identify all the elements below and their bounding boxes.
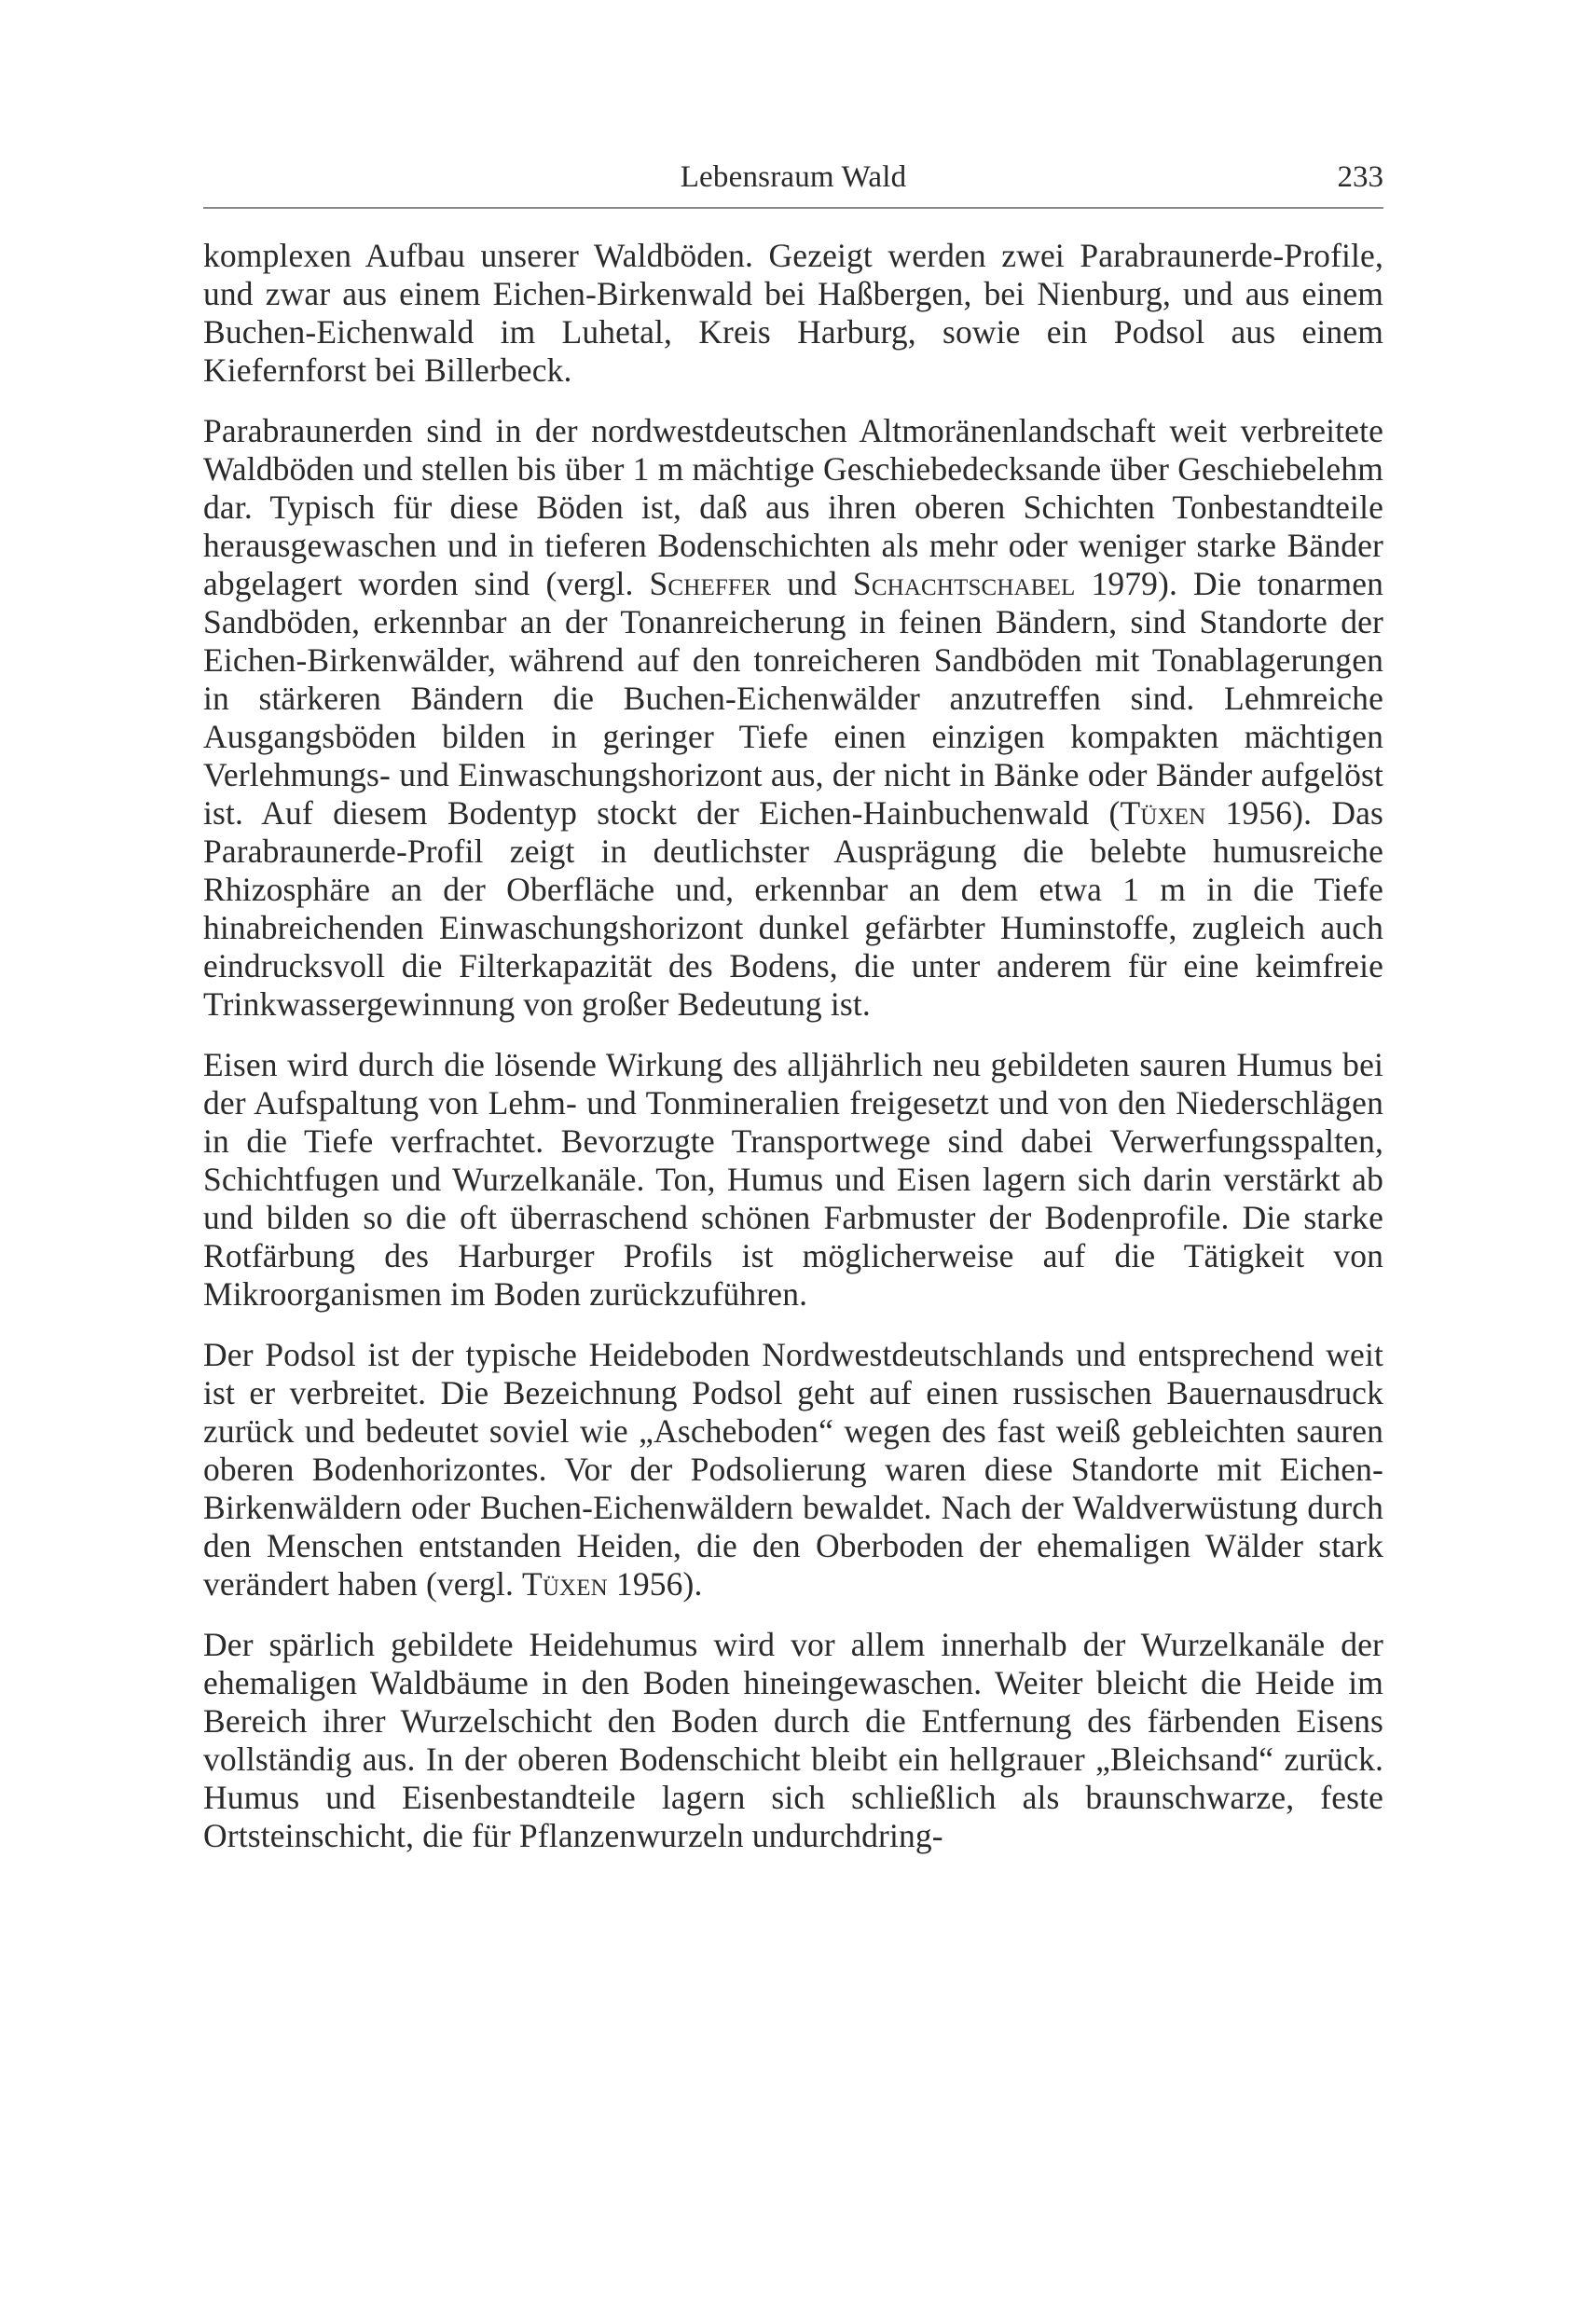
running-title: Lebensraum Wald xyxy=(680,160,907,194)
text-segment: Parabraunerden sind in der nordwestdeutschen Altmoränenlandschaft weit verbreitete Waldböden und stellen bis über 1 m mächtige Geschiebedecksande über Geschiebelehm dar. Typisch für diese Böden ist, daß aus ihren oberen Schichten Tonbestandteile herausgewaschen und in tieferen Bodenschichten als mehr oder weniger starke Bänder abgelagert worden sind (vergl. xyxy=(203,412,1383,602)
body-text xyxy=(203,237,1383,1878)
paragraph xyxy=(203,1336,1383,1603)
author-citation: Scheffer xyxy=(649,565,772,602)
author-citation: Tüxen xyxy=(1120,794,1206,832)
page-number: 233 xyxy=(1337,160,1383,194)
running-head xyxy=(203,157,1383,198)
text-segment: 1979). Die tonarmen Sandböden, erkennbar an der Tonanreicherung in feinen Bändern, sind Standorte der Eichen-Birkenwälder, während auf den tonreicheren Sandböden mit Tonablagerungen in stärkeren Bändern die Buchen-Eichenwälder anzutreffen sind. Lehmreiche Ausgangsböden bilden in geringer Tiefe einen einzigen kompakten mächtigen Verlehmungs- und Einwaschungshorizont aus, der nicht in Bänke oder Bänder aufgelöst ist. Auf diesem Bodentyp stockt der Eichen-Hainbuchenwald ( xyxy=(203,565,1384,832)
text-segment: 1956). Das Parabraunerde-Profil zeigt in deutlichster Ausprägung die belebte humusreiche Rhizosphäre an der Oberfläche und, erkennbar an dem etwa 1 m in die Tiefe hinabreichenden Einwaschungshorizont dunkel gefärbter Huminstoffe, zugleich auch eindrucksvoll die Filterkapazität des Bodens, die unter anderem für eine keimfreie Trinkwassergewinnung von großer Bedeutung ist. xyxy=(203,794,1383,1023)
text-segment: und xyxy=(771,565,853,602)
paragraph xyxy=(203,1626,1383,1855)
text-segment: Eisen wird durch die lösende Wirkung des alljährlich neu gebildeten sauren Humus bei der Aufspaltung von Lehm- und Tonmineralien freigesetzt und von den Niederschlägen in die Tiefe verfrachtet. Bevorzugte Transportwege sind dabei Verwerfungsspalten, Schichtfugen und Wurzelkanäle. Ton, Humus und Eisen lagern sich darin verstärkt ab und bilden so die oft überraschend schönen Farbmuster der Bodenprofile. Die starke Rotfärbung des Harburger Profils ist möglicherweise auf die Tätigkeit von Mikroorganismen im Boden zurückzuführen. xyxy=(203,1046,1383,1313)
header-rule xyxy=(203,207,1383,209)
text-segment: 1956). xyxy=(607,1565,703,1603)
paragraph xyxy=(203,237,1383,390)
text-segment: Der Podsol ist der typische Heideboden Nordwestdeutschlands und entsprechend weit ist er verbreitet. Die Bezeichnung Podsol geht auf einen russischen Bauernausdruck zurück und bedeutet soviel wie „Ascheboden“ wegen des fast weiß gebleichten sauren oberen Bodenhorizontes. Vor der Podsolierung waren diese Standorte mit Eichen-Birkenwäldern oder Buchen-Eichenwäldern bewaldet. Nach der Waldverwüstung durch den Menschen entstanden Heiden, die den Oberboden der ehemaligen Wälder stark verändert haben (vergl. xyxy=(203,1336,1383,1603)
paragraph xyxy=(203,1046,1383,1314)
text-segment: Der spärlich gebildete Heidehumus wird vor allem innerhalb der Wurzelkanäle der ehemaligen Waldbäume in den Boden hineingewaschen. Weiter bleicht die Heide im Bereich ihrer Wurzelschicht den Boden durch die Entfernung des färbenden Eisens vollständig aus. In der oberen Bodenschicht bleibt ein hellgrauer „Bleichsand“ zurück. Humus und Eisenbestandteile lagern sich schließlich als braunschwarze, feste Ortsteinschicht, die für Pflanzenwurzeln undurchdring- xyxy=(203,1626,1383,1854)
author-citation: Schachtschabel xyxy=(852,565,1076,602)
paragraph xyxy=(203,412,1383,1024)
author-citation: Tüxen xyxy=(522,1565,608,1603)
text-segment: komplexen Aufbau unserer Waldböden. Gezeigt werden zwei Parabraunerde-Profile, und zwar aus einem Eichen-Birkenwald bei Haßbergen, bei Nienburg, und aus einem Buchen-Eichenwald im Luhetal, Kreis Harburg, sowie ein Podsol aus einem Kiefernforst bei Billerbeck. xyxy=(203,237,1383,389)
